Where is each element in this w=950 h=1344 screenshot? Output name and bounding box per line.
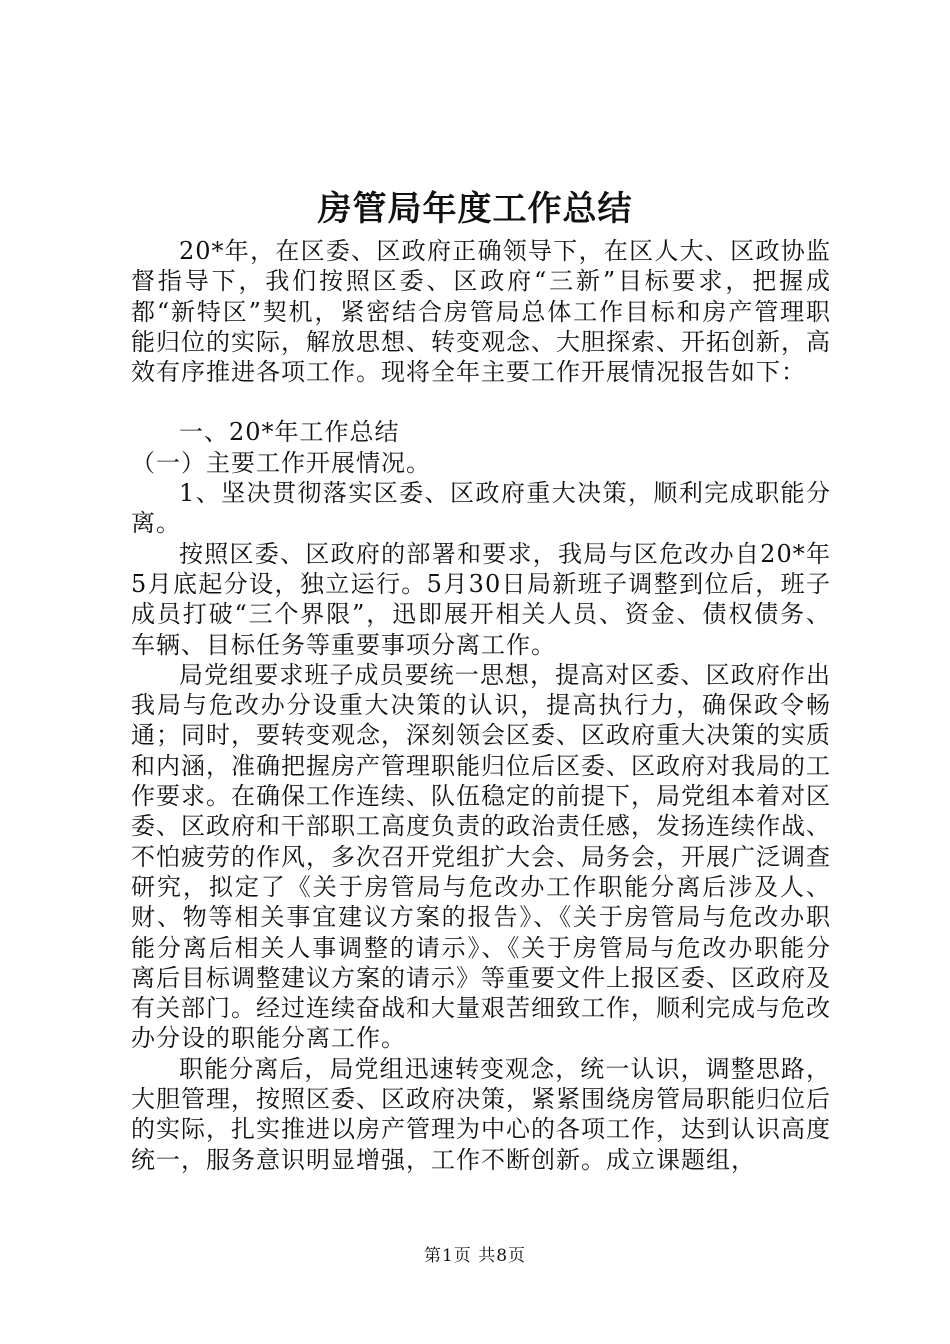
section-heading: 一、20*年工作总结 xyxy=(179,418,400,447)
body-paragraph: 职能分离后，局党组迅速转变观念，统一认识，调整思路，大胆管理，按照区委、区政府决策，紧紧围绕房管局职能归位后的实际，扎实推进以房产管理为中心的各项工作，达到认识高度统一，服务意识明显增强，工作不断创新。成立课题组， xyxy=(131,1054,831,1174)
intro-paragraph: 20*年，在区委、区政府正确领导下，在区人大、区政协监督指导下，我们按照区委、区政府“三新”目标要求，把握成都“新特区”契机，紧密结合房管局总体工作目标和房产管理职能归位的实际，解放思想、转变观念、大胆探索、开拓创新，高效有序推进各项工作。现将全年主要工作开展情况报告如下： xyxy=(131,237,831,387)
page-footer: 第1页 共8页 xyxy=(423,1246,527,1266)
subsection-heading: （一）主要工作开展情况。 xyxy=(131,448,431,477)
item-heading: 1、坚决贯彻落实区委、区政府重大决策，顺利完成职能分离。 xyxy=(131,479,831,538)
document-title: 房管局年度工作总结 xyxy=(317,189,633,229)
document-body xyxy=(131,236,831,1175)
body-paragraph: 按照区委、区政府的部署和要求，我局与区危改办自20*年5月底起分设，独立运行。5月30日局新班子调整到位后，班子成员打破“三个界限”，迅即展开相关人员、资金、债权债务、车辆、目标任务等重要事项分离工作。 xyxy=(131,539,831,659)
body-paragraph: 局党组要求班子成员要统一思想，提高对区委、区政府作出我局与危改办分设重大决策的认识，提高执行力，确保政令畅通；同时，要转变观念，深刻领会区委、区政府重大决策的实质和内涵，准确把握房产管理职能归位后区委、区政府对我局的工作要求。在确保工作连续、队伍稳定的前提下，局党组本着对区委、区政府和干部职工高度负责的政治责任感，发扬连续作战、不怕疲劳的作风，多次召开党组扩大会、局务会，开展广泛调查研究，拟定了《关于房管局与危改办工作职能分离后涉及人、财、物等相关事宜建议方案的报告》、《关于房管局与危改办职能分离后相关人事调整的请示》、《关于房管局与危改办职能分离后目标调整建议方案的请示》等重要文件上报区委、区政府及有关部门。经过连续奋战和大量艰苦细致工作，顺利完成与危改办分设的职能分离工作。 xyxy=(131,660,831,1053)
